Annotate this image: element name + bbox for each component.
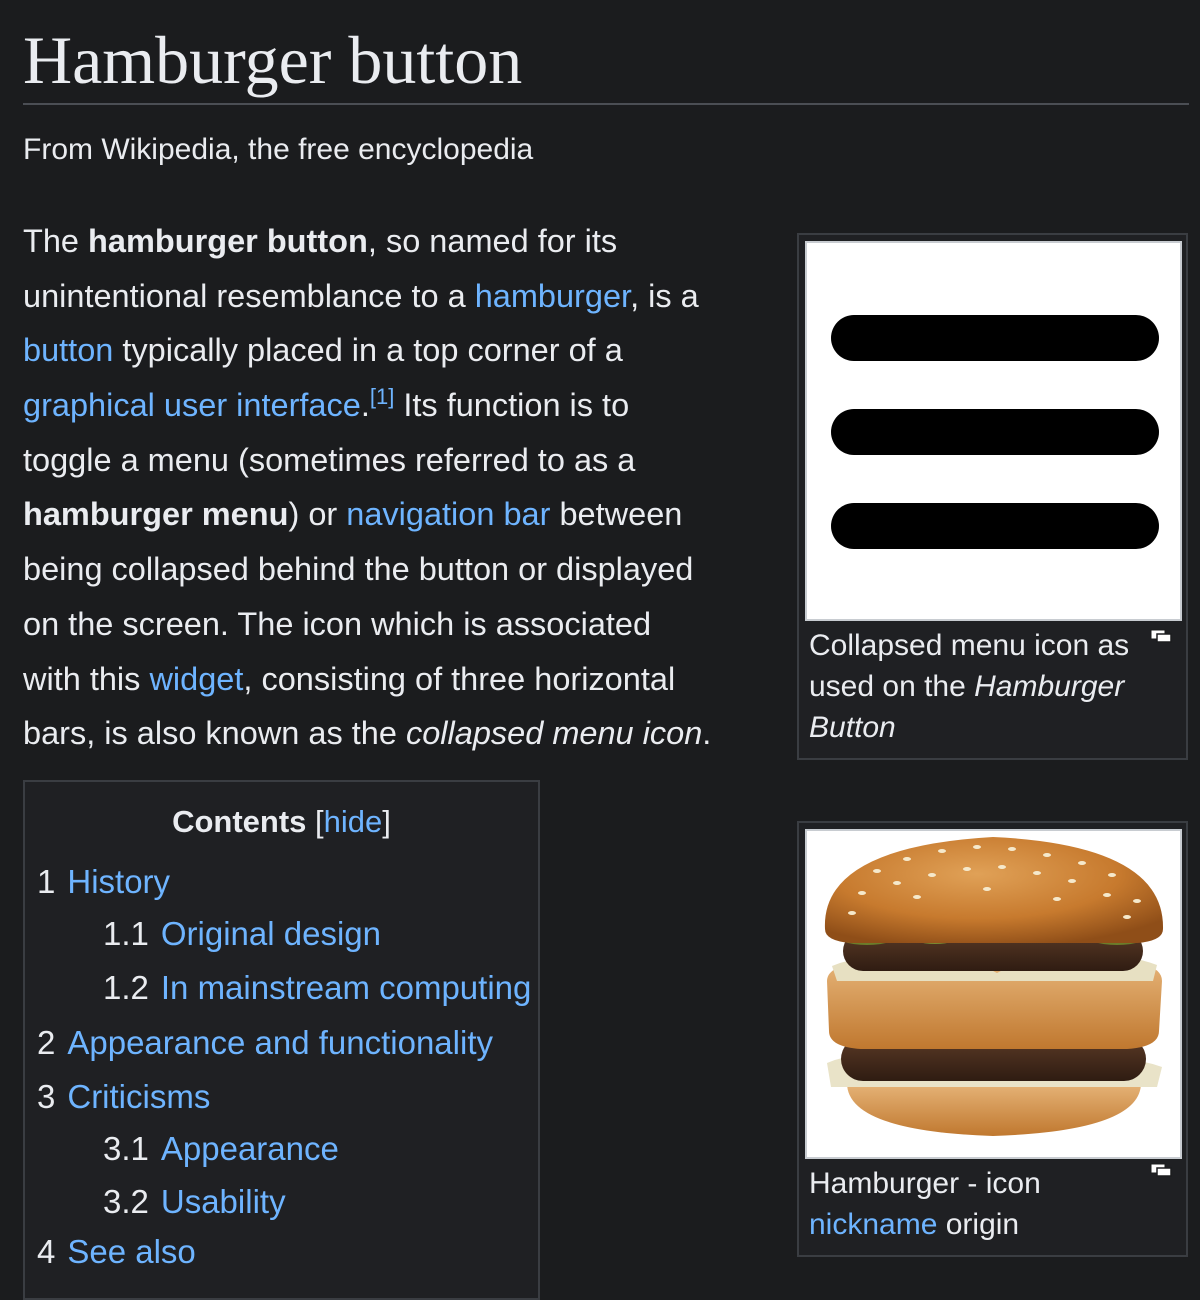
- caption-italic: Button: [809, 711, 896, 744]
- figure-caption: [809, 625, 1149, 748]
- page-title: Hamburger button: [23, 22, 523, 98]
- text: unintentional resemblance to a: [23, 277, 475, 314]
- toc-label[interactable]: History: [67, 863, 171, 900]
- lead-line: being collapsed behind the button or displayed: [23, 551, 694, 588]
- toc-number: 4: [37, 1233, 56, 1270]
- toc-number: 3.1: [103, 1130, 149, 1167]
- text: typically placed in a top corner of a: [113, 332, 623, 369]
- toc-bracket: [: [315, 804, 324, 839]
- lead-line: [23, 487, 775, 542]
- italic-term: collapsed menu icon: [405, 715, 703, 752]
- text: ) or: [288, 496, 347, 533]
- caption-text: Hamburger - icon: [809, 1167, 1041, 1200]
- toc-item-see-also[interactable]: [37, 1230, 196, 1274]
- toc-item-history[interactable]: [37, 860, 170, 904]
- toc-number: 2: [37, 1024, 56, 1061]
- toc-label[interactable]: Original design: [160, 915, 381, 952]
- toc-item-appearance[interactable]: [103, 1127, 339, 1171]
- toc-item-appearance-functionality[interactable]: [37, 1021, 493, 1065]
- lead-line: [23, 378, 775, 433]
- title-divider: [23, 103, 1189, 105]
- link-hamburger[interactable]: hamburger: [474, 277, 631, 314]
- hamburger-bar: [831, 503, 1159, 549]
- lead-line: on the screen. The icon which is associated: [23, 605, 652, 642]
- toc-item-usability[interactable]: [103, 1180, 286, 1224]
- text: , consisting of three horizontal: [243, 660, 676, 697]
- text: .: [360, 387, 370, 424]
- hamburger-photo[interactable]: [805, 829, 1182, 1159]
- caption-text: origin: [937, 1208, 1020, 1241]
- link-graphical-user-interface[interactable]: graphical user interface: [23, 387, 361, 424]
- text: .: [702, 715, 712, 752]
- toc-label[interactable]: Appearance and functionality: [67, 1024, 493, 1061]
- enlarge-icon[interactable]: [1150, 629, 1172, 643]
- link-nickname[interactable]: nickname: [809, 1208, 938, 1241]
- text: Its function is to: [394, 387, 630, 424]
- toc-item-original-design[interactable]: [103, 912, 381, 956]
- lead-line: [23, 323, 775, 378]
- toc-header: [25, 800, 538, 844]
- text: , is a: [630, 277, 699, 314]
- bold-term: hamburger button: [88, 223, 368, 259]
- lead-line: [23, 214, 775, 269]
- text: between: [550, 496, 683, 533]
- text: , so named for its: [367, 223, 618, 259]
- link-navigation-bar[interactable]: navigation bar: [346, 496, 551, 533]
- text: The: [23, 223, 89, 259]
- figure-menu-icon: [797, 233, 1188, 760]
- toc-hide-toggle[interactable]: hide: [323, 804, 383, 839]
- hamburger-bar: [831, 315, 1159, 361]
- hamburger-icon-image[interactable]: [805, 241, 1182, 621]
- toc-number: 1: [37, 863, 56, 900]
- toc-label[interactable]: Criticisms: [67, 1078, 211, 1115]
- toc-item-mainstream-computing[interactable]: [103, 966, 531, 1010]
- hamburger-bar: [831, 409, 1159, 455]
- lead-paragraph: [23, 214, 775, 761]
- table-of-contents: [23, 780, 540, 1300]
- toc-number: 1.2: [103, 969, 149, 1006]
- link-button[interactable]: button: [23, 332, 114, 369]
- toc-bracket: ]: [382, 804, 391, 839]
- toc-number: 3: [37, 1078, 56, 1115]
- reference-link[interactable]: [1]: [369, 384, 395, 410]
- bold-term: hamburger menu: [23, 496, 289, 533]
- caption-italic: Hamburger: [974, 670, 1125, 703]
- toc-label[interactable]: In mainstream computing: [160, 969, 532, 1006]
- figure-caption: [809, 1163, 1149, 1245]
- toc-label[interactable]: Usability: [160, 1183, 286, 1220]
- toc-title: Contents: [172, 804, 307, 839]
- lead-line: [23, 652, 775, 707]
- hamburger-illustration: [807, 831, 1180, 1157]
- link-widget[interactable]: widget: [149, 660, 244, 697]
- lead-line: toggle a menu (sometimes referred to as a: [23, 441, 636, 478]
- enlarge-icon[interactable]: [1150, 1163, 1172, 1177]
- toc-item-criticisms[interactable]: [37, 1075, 210, 1119]
- toc-number: 3.2: [103, 1183, 149, 1220]
- caption-text: used on the: [809, 670, 975, 703]
- figure-hamburger-photo: [797, 821, 1188, 1257]
- toc-label[interactable]: See also: [67, 1233, 196, 1270]
- text: bars, is also known as the: [23, 715, 406, 752]
- lead-line: [23, 269, 775, 324]
- toc-label[interactable]: Appearance: [160, 1130, 339, 1167]
- site-tagline: From Wikipedia, the free encyclopedia: [23, 133, 534, 166]
- caption-text: Collapsed menu icon as: [809, 629, 1130, 662]
- lead-line: [23, 706, 775, 761]
- text: with this: [23, 660, 150, 697]
- toc-number: 1.1: [103, 915, 149, 952]
